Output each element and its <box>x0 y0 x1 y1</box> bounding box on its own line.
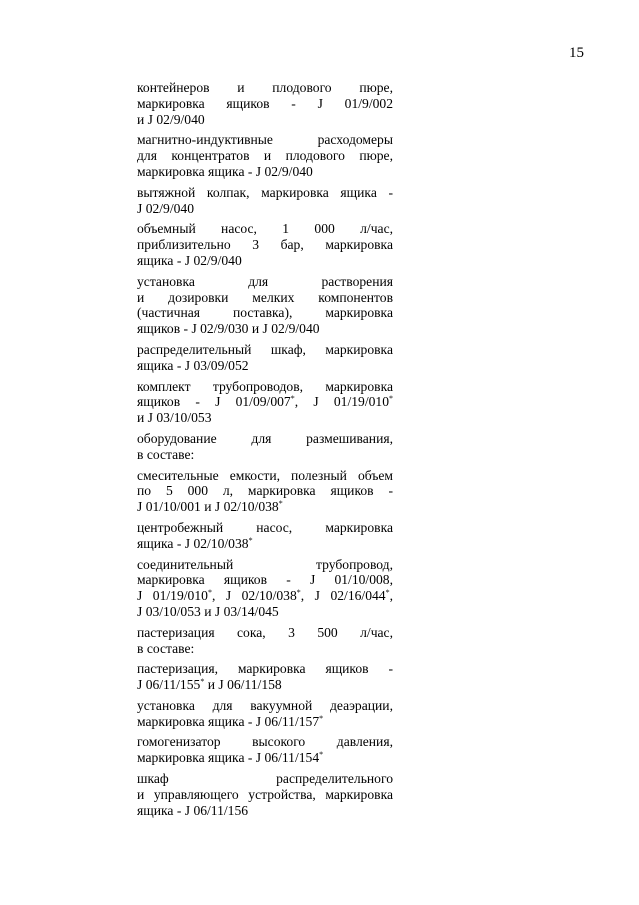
list-item <box>137 734 393 766</box>
footnote-mark: * <box>385 588 390 598</box>
text-line: пастеризация сока, 3 500 л/час, <box>137 624 393 640</box>
page-number: 15 <box>569 45 584 61</box>
text-line: и управляющего устройства, маркировка <box>137 786 393 802</box>
list-item <box>137 221 393 268</box>
footnote-mark: * <box>200 677 205 687</box>
list-item <box>137 274 393 337</box>
footnote-mark: * <box>296 588 301 598</box>
text-line: и J 03/10/053 <box>137 410 212 426</box>
text-line: J 06/11/155* и J 06/11/158 <box>137 677 282 693</box>
list-item <box>137 379 393 426</box>
text-line: шкаф распределительного <box>137 771 393 787</box>
footnote-mark: * <box>278 499 283 509</box>
text-line: J 02/9/040 <box>137 200 195 216</box>
text-line: вытяжной колпак, маркировка ящика - <box>137 184 393 200</box>
footnote-mark: * <box>248 535 253 545</box>
text-line: и дозировки мелких компонентов <box>137 289 393 305</box>
text-line: ящиков - J 01/09/007*, J 01/19/010* <box>137 394 393 410</box>
document-body <box>137 80 393 823</box>
text-line: в составе: <box>137 640 195 656</box>
list-item <box>137 185 393 217</box>
text-line: J 03/10/053 и J 03/14/045 <box>137 603 279 619</box>
list-item <box>137 625 393 657</box>
text-line: по 5 000 л, маркировка ящиков - <box>137 483 393 499</box>
text-line: (частичная поставка), маркировка <box>137 305 393 321</box>
text-line: комплект трубопроводов, маркировка <box>137 378 393 394</box>
text-line: распределительный шкаф, маркировка <box>137 341 393 357</box>
footnote-mark: * <box>319 713 324 723</box>
text-line: ящика - J 03/09/052 <box>137 357 249 373</box>
text-line: ящика - J 02/10/038* <box>137 535 253 551</box>
footnote-mark: * <box>319 750 324 760</box>
text-line: маркировка ящиков - J 01/10/008, <box>137 572 393 588</box>
text-line: соединительный трубопровод, <box>137 556 393 572</box>
text-line: установка для растворения <box>137 273 393 289</box>
footnote-mark: * <box>207 588 212 598</box>
footnote-mark: * <box>290 394 295 404</box>
list-item <box>137 342 393 374</box>
text-line: оборудование для размешивания, <box>137 430 393 446</box>
text-line: маркировка ящиков - J 01/9/002 <box>137 95 393 111</box>
list-item <box>137 80 393 127</box>
text-line: гомогенизатор высокого давления, <box>137 734 393 750</box>
text-line: установка для вакуумной деаэрации, <box>137 697 393 713</box>
text-line: маркировка ящика - J 06/11/154* <box>137 750 324 766</box>
text-line: смесительные емкости, полезный объем <box>137 467 393 483</box>
text-line: контейнеров и плодового пюре, <box>137 80 393 95</box>
text-line: J 01/19/010*, J 02/10/038*, J 02/16/044*, <box>137 588 393 604</box>
list-item <box>137 698 393 730</box>
text-line: ящика - J 06/11/156 <box>137 802 249 818</box>
text-line: ящика - J 02/9/040 <box>137 252 242 268</box>
text-line: маркировка ящика - J 02/9/040 <box>137 163 313 179</box>
text-line: J 01/10/001 и J 02/10/038* <box>137 499 283 515</box>
list-item <box>137 661 393 693</box>
text-line: объемный насос, 1 000 л/час, <box>137 221 393 237</box>
text-line: центробежный насос, маркировка <box>137 519 393 535</box>
text-line: для концентратов и плодового пюре, <box>137 148 393 164</box>
text-line: маркировка ящика - J 06/11/157* <box>137 713 324 729</box>
text-line: магнитно-индуктивные расходомеры <box>137 132 393 148</box>
footnote-mark: * <box>389 394 393 404</box>
list-item <box>137 771 393 818</box>
text-line: пастеризация, маркировка ящиков - <box>137 661 393 677</box>
text-line: в составе: <box>137 446 195 462</box>
list-item <box>137 431 393 463</box>
text-line: ящиков - J 02/9/030 и J 02/9/040 <box>137 321 320 337</box>
list-item <box>137 520 393 552</box>
list-item <box>137 468 393 515</box>
list-item <box>137 557 393 620</box>
text-line: и J 02/9/040 <box>137 111 205 127</box>
list-item <box>137 132 393 179</box>
text-line: приблизительно 3 бар, маркировка <box>137 237 393 253</box>
